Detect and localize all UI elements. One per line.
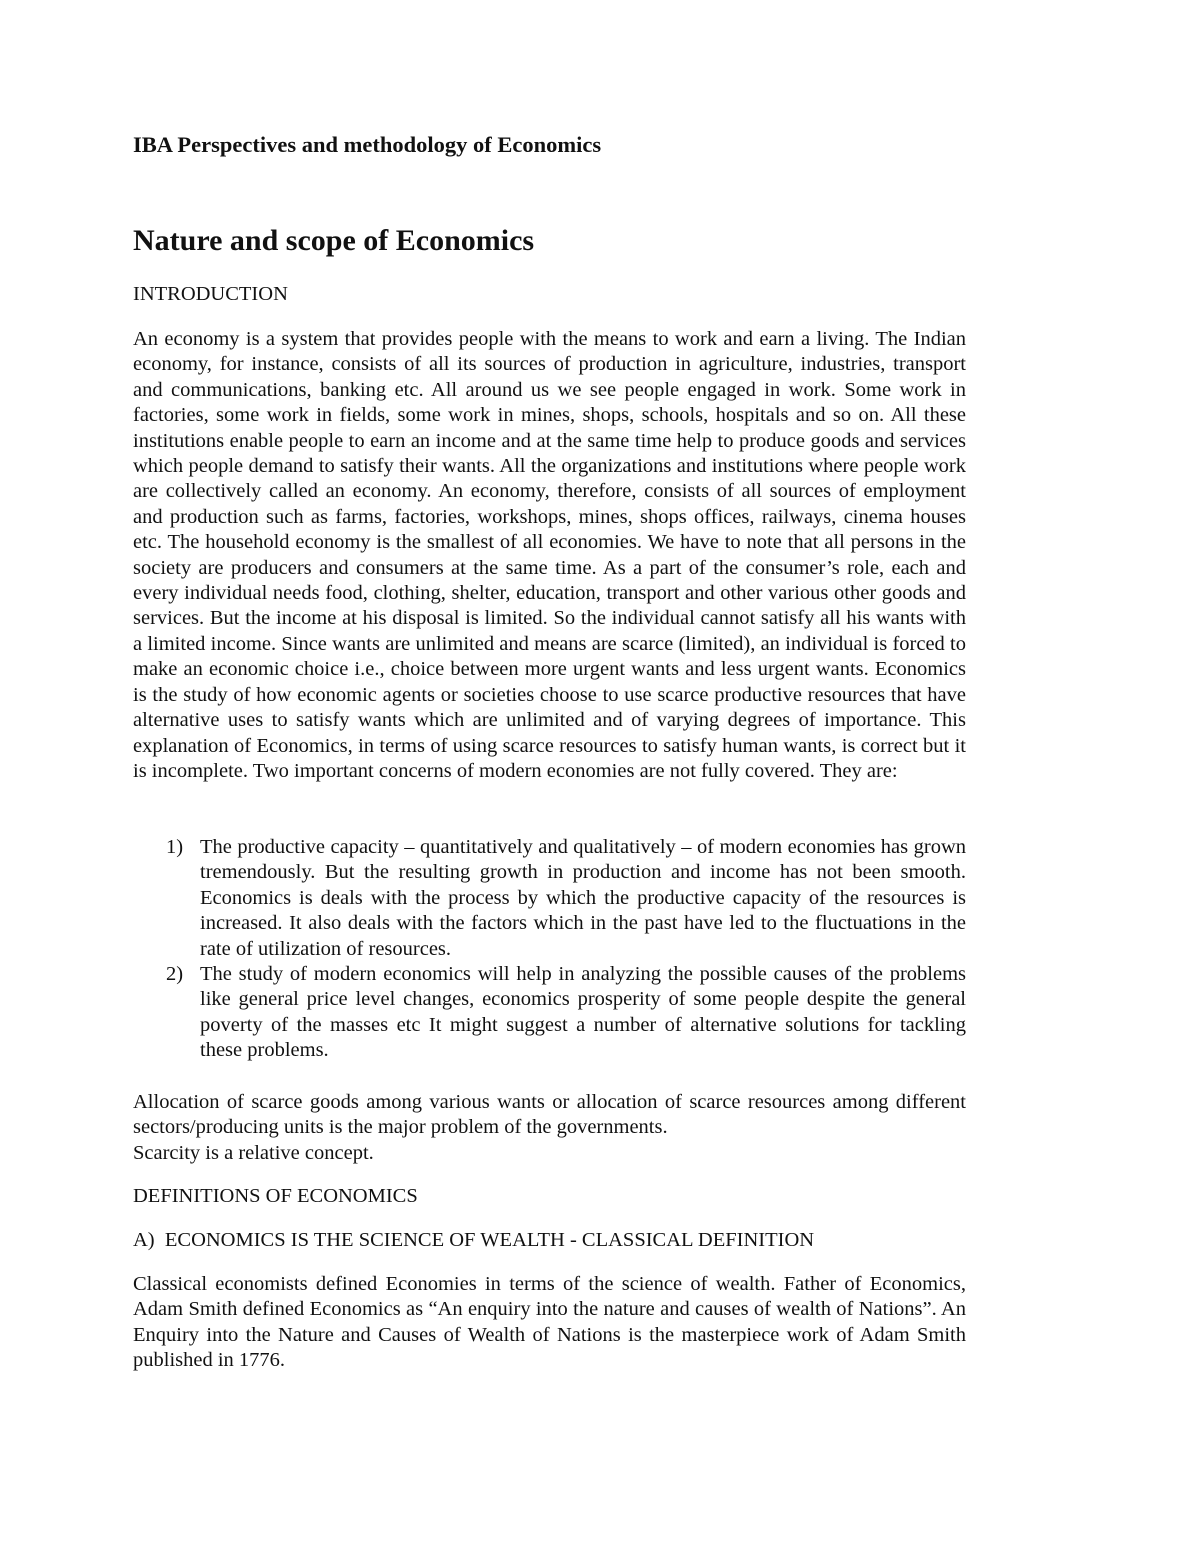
classical-definition-heading: A) ECONOMICS IS THE SCIENCE OF WEALTH - CLASSICAL DEFINITION: [133, 1229, 815, 1251]
list-item: [133, 962, 966, 1064]
list-item-number: 1): [166, 836, 184, 858]
classical-paragraph: [133, 1272, 966, 1374]
intro-paragraph: [133, 327, 966, 784]
intro-paragraph-text: An economy is a system that provides people with the means to work and earn a living. The Indian economy, for instance, consists of all its sources of production in agriculture, industries, transport and communications, banking etc. All around us we see people engaged in work. Some work in factories, some work in fields, some work in mines, shops, schools, hospitals and so on. All these institutions enable people to earn an income and at the same time help to produce goods and services which people demand to satisfy their wants. All the organizations and institutions where people work are collectively called an economy. An economy, therefore, consists of all sources of employment and production such as farms, factories, workshops, mines, shops offices, railways, cinema houses etc. The household economy is the smallest of all economies. We have to note that all persons in the society are producers and consumers at the same time. As a part of the consumer’s role, each and every individual needs food, clothing, shelter, education, transport and other various other goods and services. But the income at his disposal is limited. So the individual cannot satisfy all his wants with a limited income. Since wants are unlimited and means are scarce (limited), an individual is forced to make an economic choice i.e., choice between more urgent wants and less urgent wants. Economics is the study of how economic agents or societies choose to use scarce productive resources that have alternative uses to satisfy wants which are unlimited and of varying degrees of importance. This explanation of Economics, in terms of using scarce resources to satisfy human wants, is correct but it is incomplete. Two important concerns of modern economies are not fully covered. They are:: [133, 328, 966, 782]
list-item-number: 2): [166, 963, 184, 986]
document-title: IBA Perspectives and methodology of Economics: [133, 132, 602, 157]
section-title: Nature and scope of Economics: [133, 224, 535, 257]
classical-paragraph-text: Classical economists defined Economies in terms of the science of wealth. Father of Economics, Adam Smith defined Economics as “An enquiry into the nature and causes of wealth of Nations”. An Enquiry into the Nature and Causes of Wealth of Nations is the masterpiece work of Adam Smith published in 1776.: [133, 1273, 966, 1372]
list-item-text: The productive capacity – quantitatively and qualitatively – of modern economies has grown tremendously. But the resulting growth in production and income has not been smooth. Economics is deals with the process by which the productive capacity of the resources is increased. It also deals with the factors which in the past have led to the fluctuations in the rate of utilization of resources.: [200, 836, 966, 960]
definitions-heading: DEFINITIONS OF ECONOMICS: [133, 1185, 418, 1207]
allocation-block: [133, 1090, 966, 1166]
concerns-list: [133, 835, 966, 1064]
introduction-heading: INTRODUCTION: [133, 283, 288, 305]
allocation-paragraph: Allocation of scarce goods among various wants or allocation of scarce resources among different sectors/producing units is the major problem of the governments.: [133, 1091, 966, 1139]
scarcity-line: Scarcity is a relative concept.: [133, 1141, 374, 1164]
list-item-text: The study of modern economics will help in analyzing the possible causes of the problems like general price level changes, economics prosperity of some people despite the general poverty of the masses etc It might suggest a number of alternative solutions for tackling these problems.: [200, 963, 966, 1062]
list-item: [133, 835, 966, 962]
